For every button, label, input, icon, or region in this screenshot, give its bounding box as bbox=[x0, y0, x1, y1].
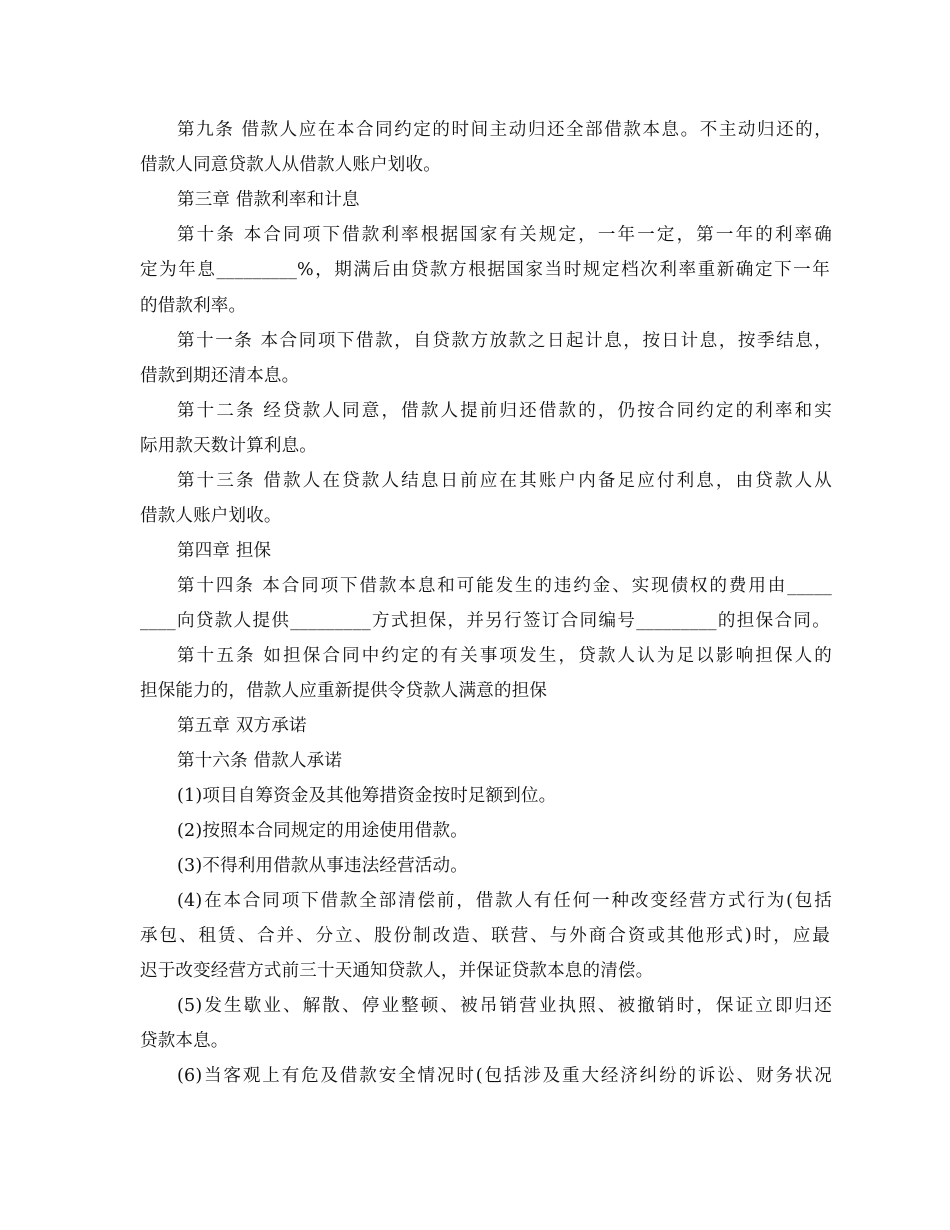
promise-item-4-line-1: (4)在本合同项下借款全部清偿前，借款人有任何一种改变经营方式行为(包括 bbox=[177, 891, 832, 911]
clause-14-line-1: 第十四条 本合同项下借款本息和可能发生的违约金、实现债权的费用由_____ bbox=[177, 576, 832, 596]
clause-10-line-2: 定为年息_________%，期满后由贷款方根据国家当时规定档次利率重新确定下一年 bbox=[140, 260, 830, 280]
promise-item-1: (1)项目自筹资金及其他筹措资金按时足额到位。 bbox=[177, 786, 557, 806]
clause-9-line-2: 借款人同意贷款人从借款人账户划收。 bbox=[140, 155, 441, 175]
clause-15-line-1: 第十五条 如担保合同中约定的有关事项发生，贷款人认为足以影响担保人的 bbox=[177, 646, 832, 666]
chapter-3-heading: 第三章 借款利率和计息 bbox=[177, 190, 360, 210]
clause-12-line-2: 际用款天数计算利息。 bbox=[140, 436, 317, 456]
chapter-5-heading: 第五章 双方承诺 bbox=[177, 716, 307, 736]
clause-10-line-3: 的借款利率。 bbox=[140, 296, 247, 316]
promise-item-3: (3)不得利用借款从事违法经营活动。 bbox=[177, 856, 468, 876]
promise-item-5-line-2: 贷款本息。 bbox=[140, 1031, 229, 1051]
chapter-4-heading: 第四章 担保 bbox=[177, 541, 272, 561]
promise-item-4-line-3: 迟于改变经营方式前三十天通知贷款人，并保证贷款本息的清偿。 bbox=[140, 961, 654, 981]
clause-15-line-2: 担保能力的，借款人应重新提供令贷款人满意的担保 bbox=[140, 681, 548, 701]
clause-16-heading: 第十六条 借款人承诺 bbox=[177, 751, 343, 771]
clause-12-line-1: 第十二条 经贷款人同意，借款人提前归还借款的，仍按合同约定的利率和实 bbox=[177, 401, 832, 421]
promise-item-5-line-1: (5)发生歇业、解散、停业整顿、被吊销营业执照、被撤销时，保证立即归还 bbox=[177, 996, 832, 1016]
clause-11-line-2: 借款到期还清本息。 bbox=[140, 366, 300, 386]
clause-13-line-2: 借款人账户划收。 bbox=[140, 506, 282, 526]
promise-item-2: (2)按照本合同规定的用途使用借款。 bbox=[177, 821, 468, 841]
promise-item-4-line-2: 承包、租赁、合并、分立、股份制改造、联营、与外商合资或其他形式)时，应最 bbox=[140, 926, 830, 946]
clause-9-line-1: 第九条 借款人应在本合同约定的时间主动归还全部借款本息。不主动归还的， bbox=[177, 120, 832, 140]
clause-14-line-2: ____向贷款人提供_________方式担保，并另行签订合同编号_________的担保合同。 bbox=[140, 611, 830, 631]
clause-11-line-1: 第十一条 本合同项下借款，自贷款方放款之日起计息，按日计息，按季结息， bbox=[177, 331, 832, 351]
promise-item-6-line-1: (6)当客观上有危及借款安全情况时(包括涉及重大经济纠纷的诉讼、财务状况 bbox=[177, 1066, 832, 1086]
clause-10-line-1: 第十条 本合同项下借款利率根据国家有关规定，一年一定，第一年的利率确 bbox=[177, 225, 832, 245]
clause-13-line-1: 第十三条 借款人在贷款人结息日前应在其账户内备足应付利息，由贷款人从 bbox=[177, 471, 832, 491]
